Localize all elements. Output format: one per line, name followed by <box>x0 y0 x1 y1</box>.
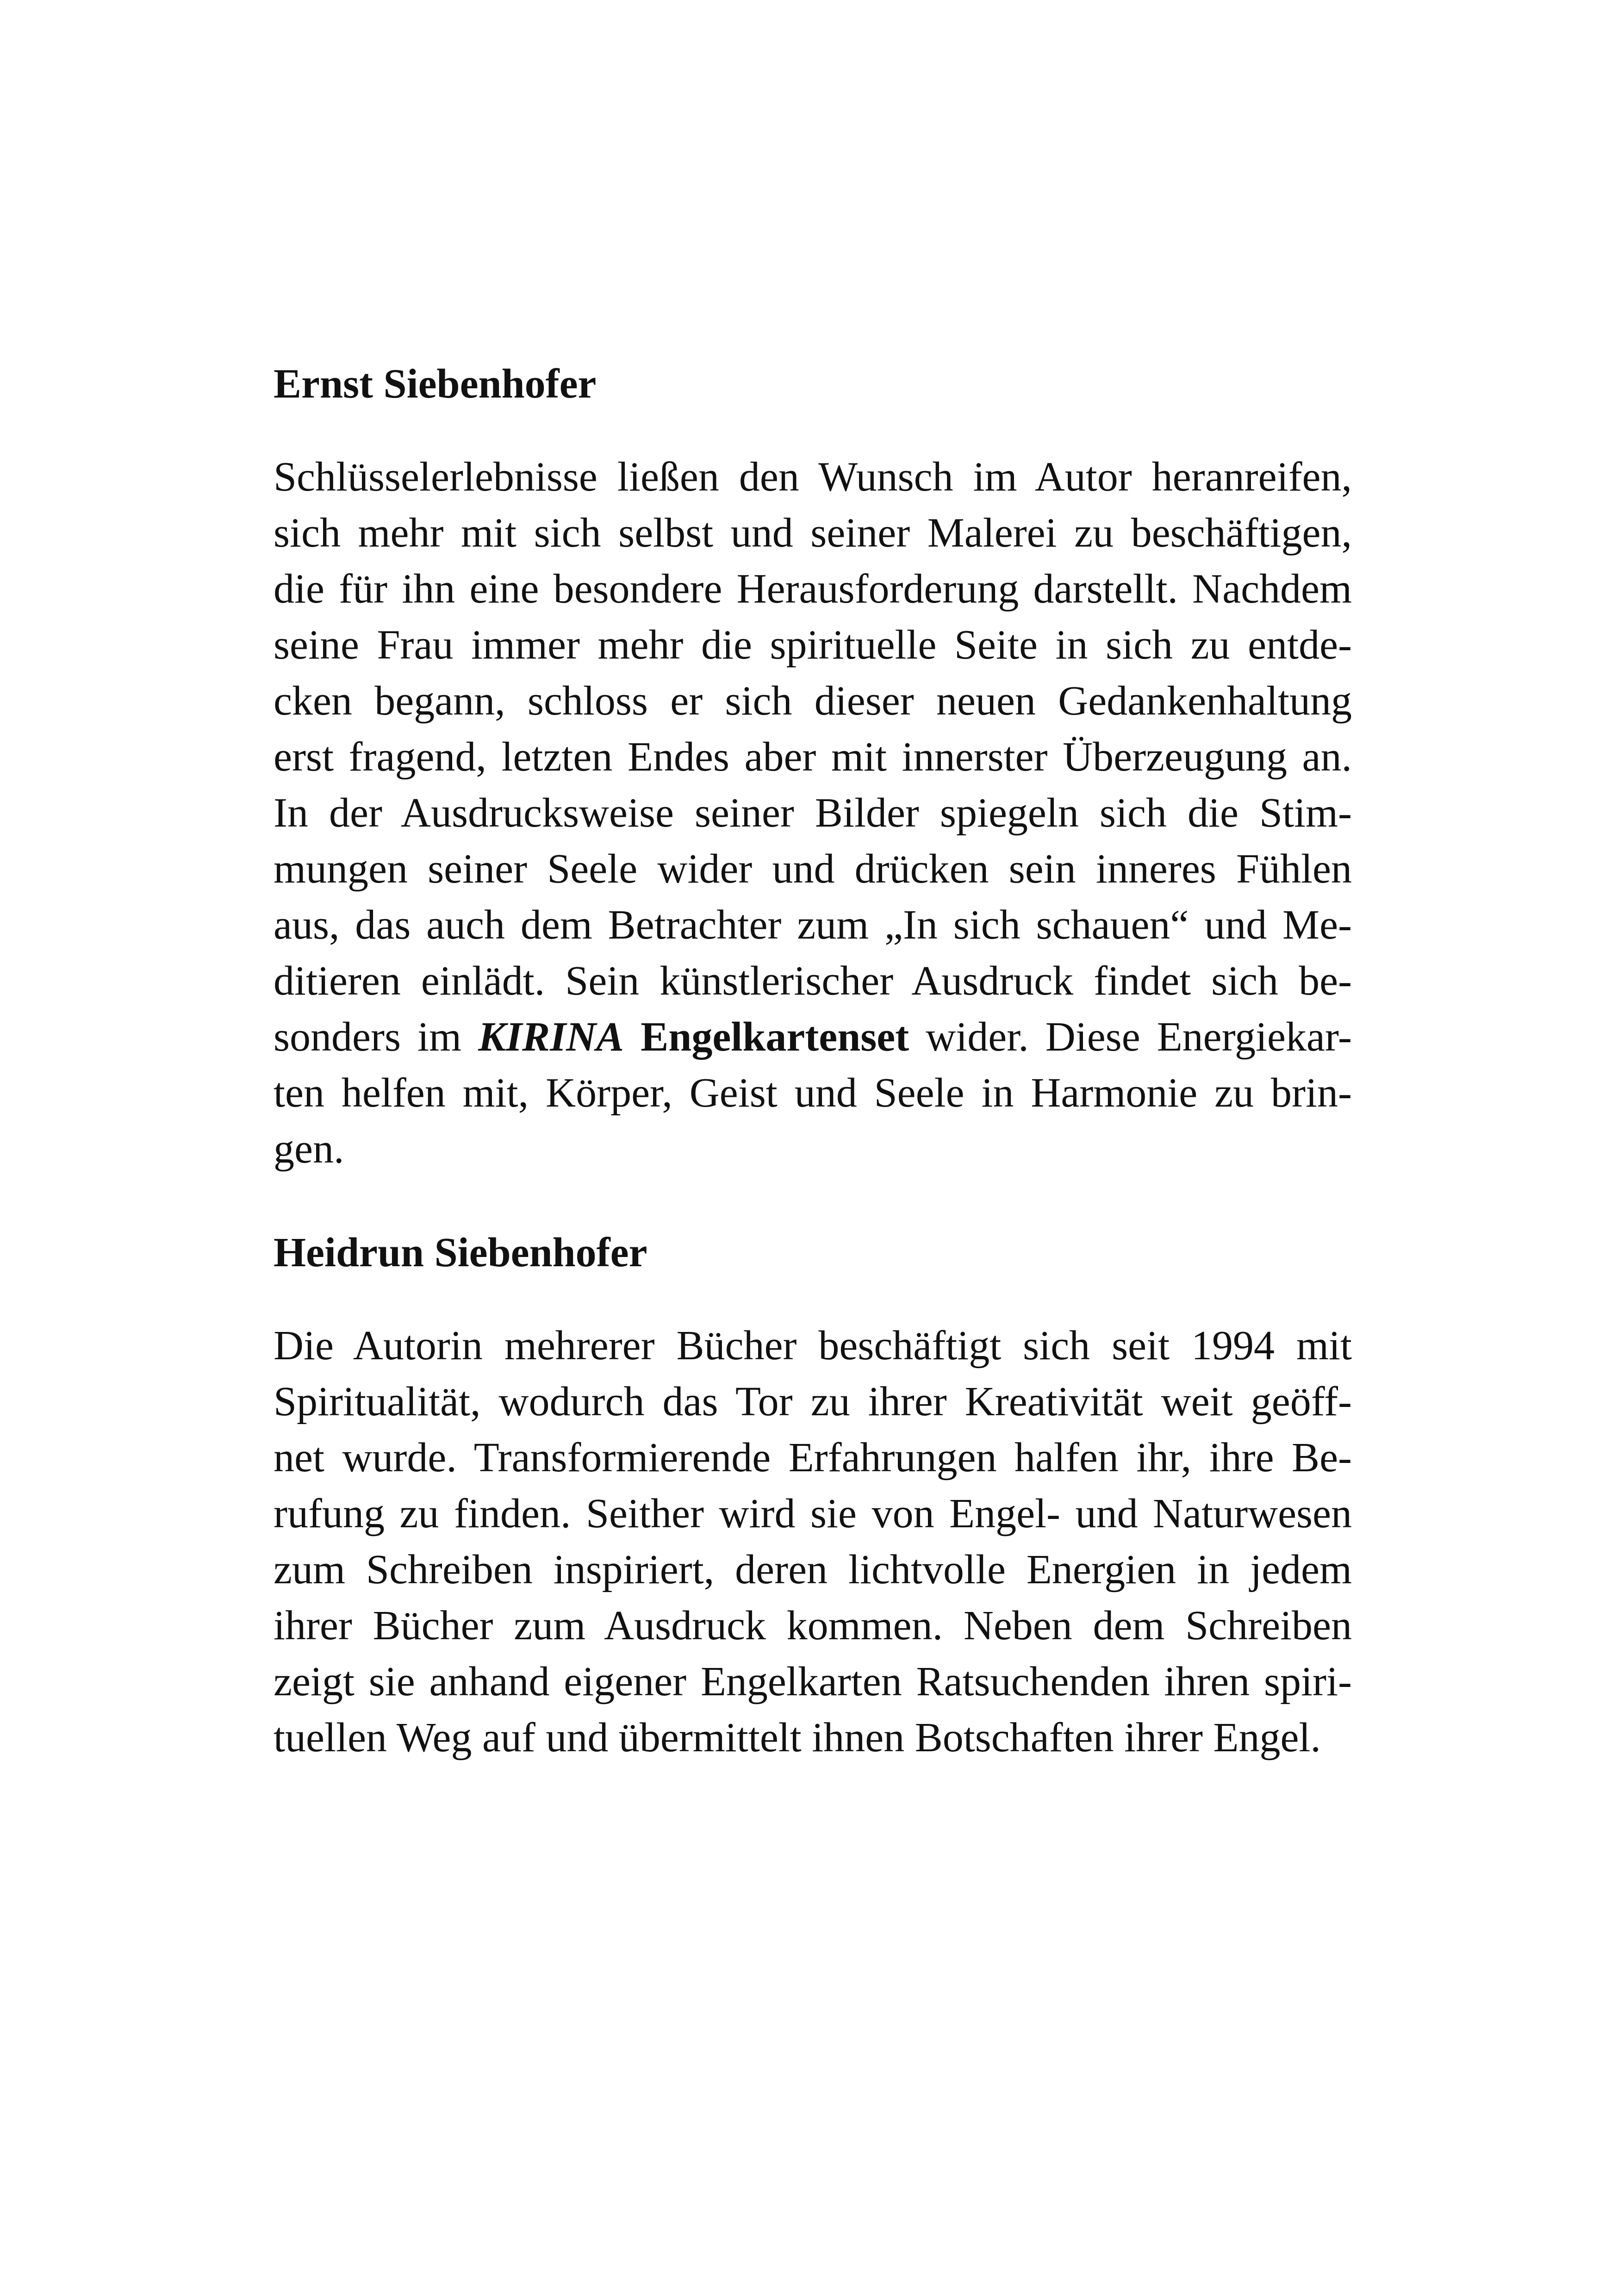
page-content <box>274 356 1352 1766</box>
text-line: aus, das auch dem Betrachter zum „In sich schauen“ und Me- <box>274 902 1352 948</box>
text-line: ihrer Bücher zum Ausdruck kommen. Neben dem Schreiben <box>274 1603 1352 1649</box>
text-line: ten helfen mit, Körper, Geist und Seele in Harmonie zu brin- <box>274 1070 1352 1116</box>
text-line: Spiritualität, wodurch das Tor zu ihrer Kreativität weit geöff- <box>274 1379 1352 1425</box>
body-paragraph <box>274 1318 1352 1766</box>
text-line: tuellen Weg auf und übermittelt ihnen Botschaften ihrer Engel. <box>274 1715 1321 1761</box>
section-heading: Ernst Siebenhofer <box>274 361 597 407</box>
text-line: cken begann, schloss er sich dieser neuen Gedankenhaltung <box>274 678 1352 724</box>
brand-name: KIRINA <box>478 1014 624 1060</box>
body-paragraph <box>274 449 1352 1177</box>
text-line: erst fragend, letzten Endes aber mit innerster Überzeugung an. <box>274 734 1352 780</box>
text-line: seine Frau immer mehr die spirituelle Seite in sich zu entde- <box>274 622 1352 668</box>
text-run: sonders im <box>274 1014 479 1060</box>
text-line-with-product-name <box>274 1009 1352 1065</box>
text-run: wider. Diese Energiekar- <box>909 1014 1352 1060</box>
text-line: zum Schreiben inspiriert, deren lichtvolle Energien in jedem <box>274 1547 1352 1593</box>
text-line: rufung zu finden. Seither wird sie von Engel- und Naturwesen <box>274 1491 1352 1537</box>
text-line: Die Autorin mehrerer Bücher beschäftigt sich seit 1994 mit <box>274 1323 1352 1369</box>
section-heading: Heidrun Siebenhofer <box>274 1230 647 1276</box>
author-section-ernst <box>274 356 1352 1177</box>
text-line: zeigt sie anhand eigener Engelkarten Ratsuchenden ihren spiri- <box>274 1659 1352 1705</box>
text-line: mungen seiner Seele wider und drücken sein inneres Fühlen <box>274 846 1352 892</box>
text-line: die für ihn eine besondere Herausforderung darstellt. Nachdem <box>274 566 1352 612</box>
product-name: Engelkartenset <box>641 1014 909 1060</box>
text-line: net wurde. Transformierende Erfahrungen halfen ihr, ihre Be- <box>274 1435 1352 1481</box>
text-line: ditieren einlädt. Sein künstlerischer Ausdruck findet sich be- <box>274 958 1352 1004</box>
text-space <box>624 1014 641 1060</box>
text-line: sich mehr mit sich selbst und seiner Malerei zu beschäftigen, <box>274 510 1352 556</box>
text-line: Schlüsselerlebnisse ließen den Wunsch im Autor heranreifen, <box>274 454 1352 500</box>
author-section-heidrun <box>274 1225 1352 1766</box>
text-line: In der Ausdrucksweise seiner Bilder spiegeln sich die Stim- <box>274 790 1352 836</box>
text-line: gen. <box>274 1126 344 1172</box>
